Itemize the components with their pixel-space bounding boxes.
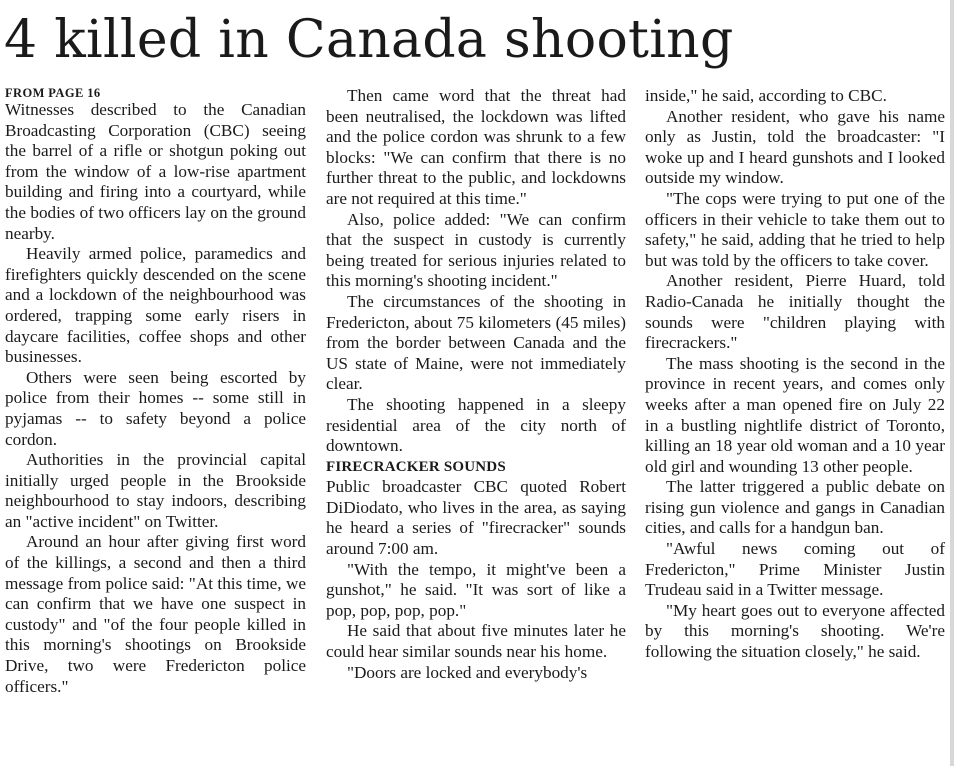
paragraph: Witnesses described to the Canadian Broadcasting Corporation (CBC) seeing the barrel of a rifle or shotgun poking out from the window of a low-rise apartment building and firing into a courtyard, while the bodies of two officers lay on the ground nearby. <box>5 100 306 243</box>
paragraph: "Doors are locked and everybody's <box>347 662 588 682</box>
paragraph: Public broadcaster CBC quoted Robert DiDiodato, who lives in the area, as saying he heard a series of "firecracker" sounds around 7:00 am. <box>326 477 626 559</box>
paragraph: "My heart goes out to everyone affected by this morning's shooting. We're following the situation closely," he said. <box>645 600 945 662</box>
paragraph: Heavily armed police, paramedics and firefighters quickly descended on the scene and a lockdown of the neighbourhood was ordered, trapping some early risers in daycare facilities, coffee shops and other businesses. <box>5 244 306 367</box>
continuation-kicker: FROM PAGE 16 <box>5 86 101 100</box>
paragraph: "With the tempo, it might've been a gunshot," he said. "It was sort of like a pop, pop, pop, pop." <box>326 559 626 620</box>
paragraph: The latter triggered a public debate on rising gun violence and gangs in Canadian cities, and calls for a handgun ban. <box>645 477 945 538</box>
article-column-1 <box>5 86 306 697</box>
paragraph: Another resident, who gave his name only as Justin, told the broadcaster: "I woke up and I heard gunshots and I looked outside my window. <box>645 106 945 188</box>
page-edge-shadow <box>950 0 954 766</box>
article-column-3 <box>645 86 945 663</box>
paragraph: Another resident, Pierre Huard, told Radio-Canada he initially thought the sounds were "children playing with firecrackers." <box>645 271 945 353</box>
section-subhead: FIRECRACKER SOUNDS <box>326 458 506 475</box>
headline: 4 killed in Canada shooting <box>4 10 734 70</box>
paragraph: "Awful news coming out of Fredericton," Prime Minister Justin Trudeau said in a Twitter message. <box>645 539 945 600</box>
article-column-2 <box>326 86 626 683</box>
paragraph: The mass shooting is the second in the province in recent years, and comes only weeks after a man opened fire on July 22 in a bustling nightlife district of Toronto, killing an 18 year old woman and a 10 year old girl and wounding 13 other people. <box>645 353 945 476</box>
paragraph: Authorities in the provincial capital initially urged people in the Brookside neighbourhood to stay indoors, describing an "active incident" on Twitter. <box>5 450 306 531</box>
paragraph: inside," he said, according to CBC. <box>645 86 887 105</box>
paragraph: He said that about five minutes later he could hear similar sounds near his home. <box>326 621 626 662</box>
paragraph: Also, police added: "We can confirm that the suspect in custody is currently being treated for serious injuries related to this morning's shooting incident." <box>326 209 626 291</box>
paragraph: The shooting happened in a sleepy residential area of the city north of downtown. <box>326 394 626 456</box>
paragraph: "The cops were trying to put one of the officers in their vehicle to take them out to safety," he said, adding that he tried to help but was told by the officers to take cover. <box>645 188 945 270</box>
paragraph: Then came word that the threat had been neutralised, the lockdown was lifted and the police cordon was shrunk to a few blocks: "We can confirm that there is no further threat to the public, and lockdowns are not required at this time." <box>326 86 626 208</box>
paragraph: Around an hour after giving first word of the killings, a second and then a third message from police said: "At this time, we can confirm that we have one suspect in custody" and "of the four people killed in this morning's shootings on Brookside Drive, two were Fredericton police officers." <box>5 532 306 696</box>
paragraph: The circumstances of the shooting in Fredericton, about 75 kilometers (45 miles) from the border between Canada and the US state of Maine, were not immediately clear. <box>326 291 626 394</box>
paragraph: Others were seen being escorted by police from their homes -- some still in pyjamas -- to safety beyond a police cordon. <box>5 367 306 449</box>
